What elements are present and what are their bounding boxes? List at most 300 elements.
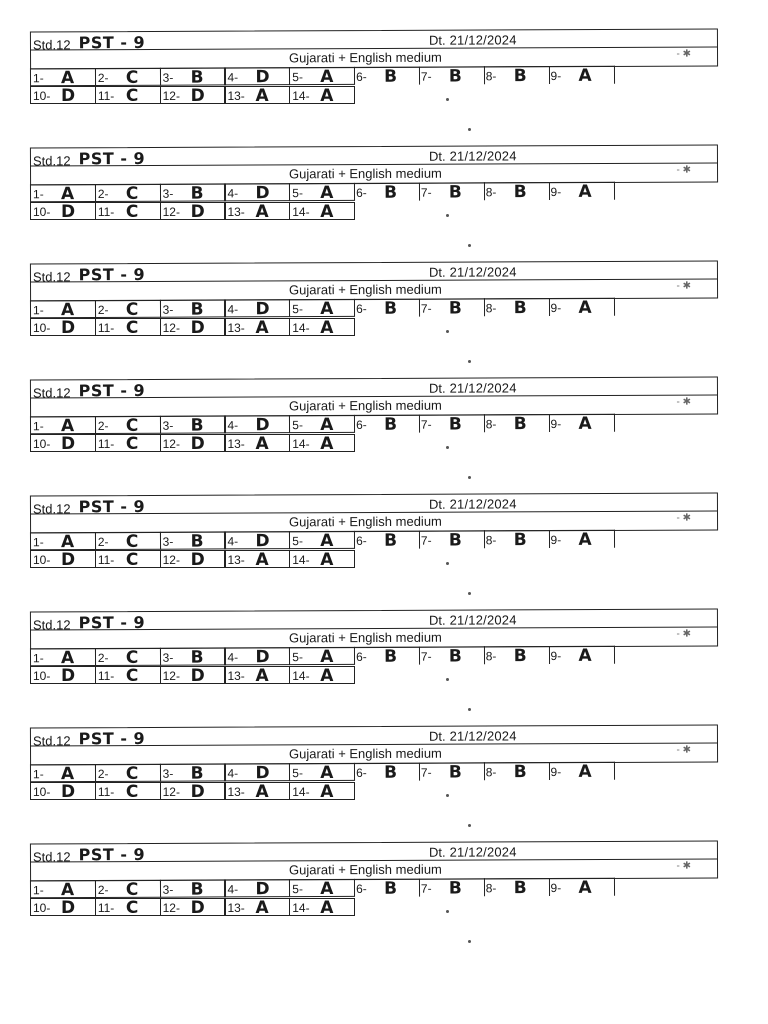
test-name: PST - 9	[78, 148, 146, 169]
answer-cell	[224, 202, 290, 220]
answer-cell	[224, 183, 290, 204]
dt-label: Dt.	[428, 148, 446, 164]
answer-letter: B	[190, 763, 205, 784]
answer-letter: A	[255, 318, 270, 338]
question-number: 6-	[356, 185, 367, 200]
answer-row-1	[30, 182, 613, 203]
test-name: PST - 9	[78, 612, 146, 633]
answer-cell	[224, 550, 290, 568]
answer-letter: B	[448, 182, 463, 203]
answer-letter: A	[578, 529, 593, 550]
answer-cell	[95, 300, 161, 318]
scan-speck	[446, 446, 449, 449]
question-number: 13-	[227, 89, 245, 103]
answer-cell	[419, 66, 485, 87]
answer-letter: A	[320, 762, 334, 784]
date-value: 21/12/2024	[449, 264, 517, 280]
question-number: 1-	[32, 71, 44, 86]
date-value: 21/12/2024	[449, 496, 517, 512]
question-number: 5-	[292, 882, 303, 897]
question-number: 6-	[356, 533, 367, 548]
answer-letter: A	[320, 550, 334, 570]
question-number: 2-	[97, 302, 109, 317]
answer-letter: C	[125, 898, 139, 918]
scan-speck	[446, 98, 449, 101]
question-number: 14-	[292, 785, 310, 799]
answer-cell	[289, 666, 355, 684]
question-number: 5-	[292, 302, 303, 317]
answer-letter: B	[513, 878, 528, 899]
scan-speck	[468, 940, 471, 943]
date-value: 21/12/2024	[449, 612, 517, 628]
answer-cell	[289, 66, 355, 88]
answer-letter: B	[448, 66, 463, 87]
question-number: 3-	[162, 302, 174, 317]
question-number: 7-	[420, 765, 432, 780]
answer-cell	[289, 782, 355, 800]
answer-letter: A	[320, 318, 334, 338]
answer-row-2	[30, 318, 354, 336]
answer-letter: C	[125, 299, 139, 320]
answer-cell	[484, 646, 550, 667]
date-field	[429, 148, 517, 163]
answer-cell	[160, 415, 226, 436]
question-number: 6-	[356, 417, 367, 432]
answer-cell	[224, 531, 290, 552]
question-number: 13-	[227, 901, 245, 915]
answer-letter: B	[384, 414, 398, 435]
answer-letter: B	[513, 66, 528, 87]
answer-letter: B	[384, 762, 398, 783]
answer-letter: C	[125, 666, 139, 686]
question-number: 9-	[550, 880, 562, 896]
answer-cell	[224, 67, 290, 88]
scan-mark: - ✱	[676, 512, 692, 524]
answer-letter: D	[255, 531, 271, 552]
answer-letter: A	[60, 648, 75, 669]
answer-slip	[30, 726, 720, 811]
answer-letter: B	[513, 414, 528, 435]
answer-letter: A	[578, 761, 593, 782]
question-number: 12-	[162, 321, 180, 335]
answer-letter: B	[384, 66, 398, 87]
question-number: 14-	[292, 321, 310, 335]
answer-letter: A	[320, 782, 334, 802]
question-number: 14-	[292, 437, 310, 451]
answer-letter: A	[60, 532, 75, 553]
answer-letter: B	[448, 762, 463, 783]
answer-letter: A	[320, 66, 334, 88]
question-number: 12-	[162, 437, 180, 451]
date-field	[429, 612, 517, 627]
slip-header	[30, 144, 718, 185]
answer-cell	[354, 879, 420, 897]
answer-letter: D	[255, 67, 271, 88]
question-number: 8-	[485, 881, 497, 896]
answer-cell	[484, 878, 550, 899]
answer-cell	[224, 666, 290, 684]
answer-letter: A	[60, 68, 75, 89]
answer-cell	[160, 898, 226, 916]
answer-letter: D	[61, 434, 76, 454]
answer-letter: B	[190, 531, 205, 552]
question-number: 8-	[485, 765, 497, 780]
answer-letter: B	[384, 298, 398, 319]
answer-letter: A	[320, 414, 334, 436]
question-number: 6-	[356, 301, 367, 316]
answer-letter: D	[61, 666, 76, 686]
answer-cell	[419, 762, 485, 783]
answer-cell	[224, 879, 290, 900]
answer-cell	[95, 318, 161, 336]
question-number: 11-	[97, 321, 115, 335]
question-number: 14-	[292, 205, 310, 219]
answer-cell	[548, 182, 614, 200]
slip-header	[30, 28, 718, 69]
answer-row-2	[30, 666, 354, 684]
question-number: 2-	[97, 882, 109, 897]
answer-cell	[95, 764, 161, 782]
answer-cell	[224, 299, 290, 320]
scan-speck	[446, 678, 449, 681]
std-text: Std.12	[32, 269, 71, 285]
medium-label: Gujarati + English medium	[289, 165, 442, 182]
answer-cell	[224, 415, 290, 436]
answer-cell	[95, 648, 161, 666]
answer-letter: A	[60, 416, 75, 437]
answer-letter: B	[384, 646, 398, 667]
answer-letter: C	[125, 434, 139, 454]
question-number: 7-	[420, 417, 432, 432]
answer-letter: B	[190, 67, 205, 88]
std-label	[33, 846, 145, 865]
answer-cell	[289, 298, 355, 320]
date-value: 21/12/2024	[449, 844, 517, 860]
question-number: 13-	[227, 321, 245, 335]
scan-mark: - ✱	[676, 280, 692, 292]
answer-cell	[484, 762, 550, 783]
answer-slip	[30, 610, 720, 695]
question-number: 5-	[292, 186, 303, 201]
answer-letter: D	[190, 86, 206, 106]
answer-letter: B	[513, 298, 528, 319]
answer-cell	[224, 763, 290, 784]
question-number: 4-	[227, 882, 239, 897]
question-number: 14-	[292, 669, 310, 683]
question-number: 10-	[33, 205, 51, 219]
answer-row-1	[30, 878, 613, 899]
date-value: 21/12/2024	[449, 728, 517, 744]
answer-letter: A	[255, 434, 270, 454]
question-number: 9-	[550, 532, 562, 548]
std-label	[33, 614, 145, 633]
question-number: 11-	[97, 89, 115, 103]
answer-letter: D	[190, 434, 206, 454]
answer-cell	[224, 898, 290, 916]
answer-letter: C	[125, 415, 139, 436]
question-number: 1-	[32, 303, 44, 318]
scan-mark: - ✱	[676, 628, 692, 640]
answer-cell	[30, 300, 96, 321]
answer-letter: A	[60, 880, 75, 901]
question-number: 2-	[97, 418, 109, 433]
question-number: 3-	[162, 186, 174, 201]
question-number: 2-	[97, 766, 109, 781]
answer-row-1	[30, 646, 613, 667]
answer-cell	[548, 878, 614, 896]
slip-header	[30, 492, 718, 533]
question-number: 7-	[420, 301, 432, 316]
medium-label: Gujarati + English medium	[289, 397, 442, 414]
scan-speck	[446, 330, 449, 333]
answer-cell	[548, 646, 614, 664]
answer-row-2	[30, 434, 354, 452]
scan-speck	[446, 910, 449, 913]
question-number: 13-	[227, 669, 245, 683]
date-field	[429, 844, 517, 859]
std-label	[33, 730, 145, 749]
question-number: 11-	[97, 669, 115, 683]
std-text: Std.12	[32, 617, 71, 633]
std-text: Std.12	[32, 385, 71, 401]
question-number: 10-	[33, 901, 51, 915]
answer-letter: A	[578, 645, 593, 666]
answer-letter: A	[60, 184, 75, 205]
slip-header	[30, 376, 718, 417]
answer-cell	[95, 532, 161, 550]
answer-slip	[30, 146, 720, 231]
answer-row-2	[30, 782, 354, 800]
answer-cell	[30, 202, 96, 220]
answer-row-2	[30, 202, 354, 220]
answer-cell	[95, 666, 161, 684]
answer-letter: B	[448, 298, 463, 319]
answer-letter: B	[190, 879, 205, 900]
dt-label: Dt.	[428, 844, 446, 860]
question-number: 8-	[485, 649, 497, 664]
answer-cell	[354, 299, 420, 317]
answer-cell	[30, 86, 96, 104]
medium-label: Gujarati + English medium	[289, 49, 442, 66]
question-number: 5-	[292, 766, 303, 781]
answer-slip	[30, 30, 720, 115]
question-number: 10-	[33, 89, 51, 103]
answer-cell	[30, 550, 96, 568]
answer-cell	[289, 202, 355, 220]
answer-letter: B	[384, 530, 398, 551]
answer-letter: D	[255, 183, 271, 204]
scan-speck	[468, 824, 471, 827]
answer-letter: B	[384, 182, 398, 203]
answer-cell	[160, 550, 226, 568]
answer-letter: A	[320, 298, 334, 320]
question-number: 3-	[162, 882, 174, 897]
medium-label: Gujarati + English medium	[289, 861, 442, 878]
answer-letter: D	[255, 299, 271, 320]
question-number: 2-	[97, 70, 109, 85]
answer-cell	[95, 86, 161, 104]
answer-letter: D	[190, 666, 206, 686]
answer-cell	[95, 434, 161, 452]
question-number: 4-	[227, 418, 239, 433]
question-number: 1-	[32, 187, 44, 202]
question-number: 6-	[356, 881, 367, 896]
answer-letter: A	[320, 646, 334, 668]
answer-cell	[548, 414, 614, 432]
answer-letter: D	[190, 202, 206, 222]
date-field	[429, 32, 517, 47]
answer-cell	[289, 530, 355, 552]
answer-row-1	[30, 414, 613, 435]
std-text: Std.12	[32, 733, 71, 749]
scan-speck	[468, 708, 471, 711]
answer-letter: A	[578, 413, 593, 434]
answer-cell	[484, 414, 550, 435]
answer-letter: A	[578, 181, 593, 202]
answer-cell	[354, 763, 420, 781]
slip-header	[30, 840, 718, 881]
answer-letter: A	[578, 297, 593, 318]
medium-label: Gujarati + English medium	[289, 513, 442, 530]
question-number: 12-	[162, 89, 180, 103]
std-text: Std.12	[32, 501, 71, 517]
answer-cell	[484, 530, 550, 551]
answer-letter: C	[125, 782, 139, 802]
answer-letter: A	[320, 530, 334, 552]
date-value: 21/12/2024	[449, 380, 517, 396]
question-number: 8-	[485, 69, 497, 84]
question-number: 4-	[227, 70, 239, 85]
answer-letter: A	[255, 202, 270, 222]
question-number: 2-	[97, 534, 109, 549]
question-number: 4-	[227, 766, 239, 781]
std-text: Std.12	[32, 849, 71, 865]
question-number: 6-	[356, 69, 367, 84]
answer-cell	[160, 763, 226, 784]
answer-cell	[289, 318, 355, 336]
answer-letter: D	[61, 318, 76, 338]
date-value: 21/12/2024	[449, 32, 517, 48]
test-name: PST - 9	[78, 728, 146, 749]
answer-letter: D	[255, 763, 271, 784]
question-number: 9-	[550, 416, 562, 432]
answer-letter: A	[255, 666, 270, 686]
question-number: 3-	[162, 650, 174, 665]
scan-speck	[468, 592, 471, 595]
question-number: 3-	[162, 418, 174, 433]
answer-row-2	[30, 898, 354, 916]
answer-cell	[30, 318, 96, 336]
answer-letter: A	[255, 86, 270, 106]
std-label	[33, 150, 145, 169]
scan-speck	[468, 360, 471, 363]
date-field	[429, 380, 517, 395]
answer-slip	[30, 262, 720, 347]
question-number: 9-	[550, 68, 562, 84]
answer-cell	[484, 66, 550, 87]
answer-cell	[160, 879, 226, 900]
question-number: 5-	[292, 418, 303, 433]
answer-cell	[419, 530, 485, 551]
question-number: 11-	[97, 785, 115, 799]
answer-cell	[95, 880, 161, 898]
question-number: 3-	[162, 534, 174, 549]
answer-cell	[484, 182, 550, 203]
answer-cell	[160, 86, 226, 104]
answer-cell	[160, 202, 226, 220]
question-number: 11-	[97, 205, 115, 219]
answer-letter: C	[125, 647, 139, 668]
question-number: 8-	[485, 417, 497, 432]
answer-letter: B	[513, 530, 528, 551]
answer-row-1	[30, 530, 613, 551]
answer-cell	[289, 86, 355, 104]
question-number: 9-	[550, 764, 562, 780]
answer-cell	[484, 298, 550, 319]
answer-cell	[30, 764, 96, 785]
dt-label: Dt.	[428, 612, 446, 628]
answer-letter: C	[125, 763, 139, 784]
question-number: 4-	[227, 534, 239, 549]
answer-cell	[289, 550, 355, 568]
question-number: 5-	[292, 534, 303, 549]
answer-cell	[95, 898, 161, 916]
answer-cell	[30, 68, 96, 89]
medium-label: Gujarati + English medium	[289, 745, 442, 762]
question-number: 10-	[33, 553, 51, 567]
answer-letter: A	[578, 65, 593, 86]
answer-letter: D	[190, 898, 206, 918]
question-number: 7-	[420, 185, 432, 200]
answer-cell	[160, 647, 226, 668]
scan-speck	[446, 794, 449, 797]
answer-cell	[30, 782, 96, 800]
answer-cell	[354, 415, 420, 433]
answer-cell	[289, 646, 355, 668]
answer-letter: B	[448, 646, 463, 667]
answer-letter: A	[255, 782, 270, 802]
std-text: Std.12	[32, 37, 71, 53]
question-number: 4-	[227, 302, 239, 317]
question-number: 8-	[485, 185, 497, 200]
answer-letter: B	[513, 182, 528, 203]
question-number: 10-	[33, 437, 51, 451]
question-number: 3-	[162, 70, 174, 85]
answer-cell	[354, 67, 420, 85]
std-label	[33, 498, 145, 517]
answer-cell	[289, 762, 355, 784]
answer-letter: B	[384, 878, 398, 899]
scan-mark: - ✱	[676, 164, 692, 176]
question-number: 13-	[227, 437, 245, 451]
scan-speck	[468, 476, 471, 479]
answer-cell	[289, 898, 355, 916]
answer-letter: B	[190, 183, 205, 204]
question-number: 5-	[292, 650, 303, 665]
answer-cell	[160, 299, 226, 320]
question-number: 8-	[485, 301, 497, 316]
dt-label: Dt.	[428, 728, 446, 744]
answer-cell	[419, 646, 485, 667]
question-number: 7-	[420, 533, 432, 548]
answer-letter: B	[190, 415, 205, 436]
scan-mark: - ✱	[676, 48, 692, 60]
answer-row-1	[30, 66, 613, 87]
answer-cell	[95, 782, 161, 800]
question-number: 8-	[485, 533, 497, 548]
answer-letter: D	[61, 202, 76, 222]
question-number: 3-	[162, 766, 174, 781]
